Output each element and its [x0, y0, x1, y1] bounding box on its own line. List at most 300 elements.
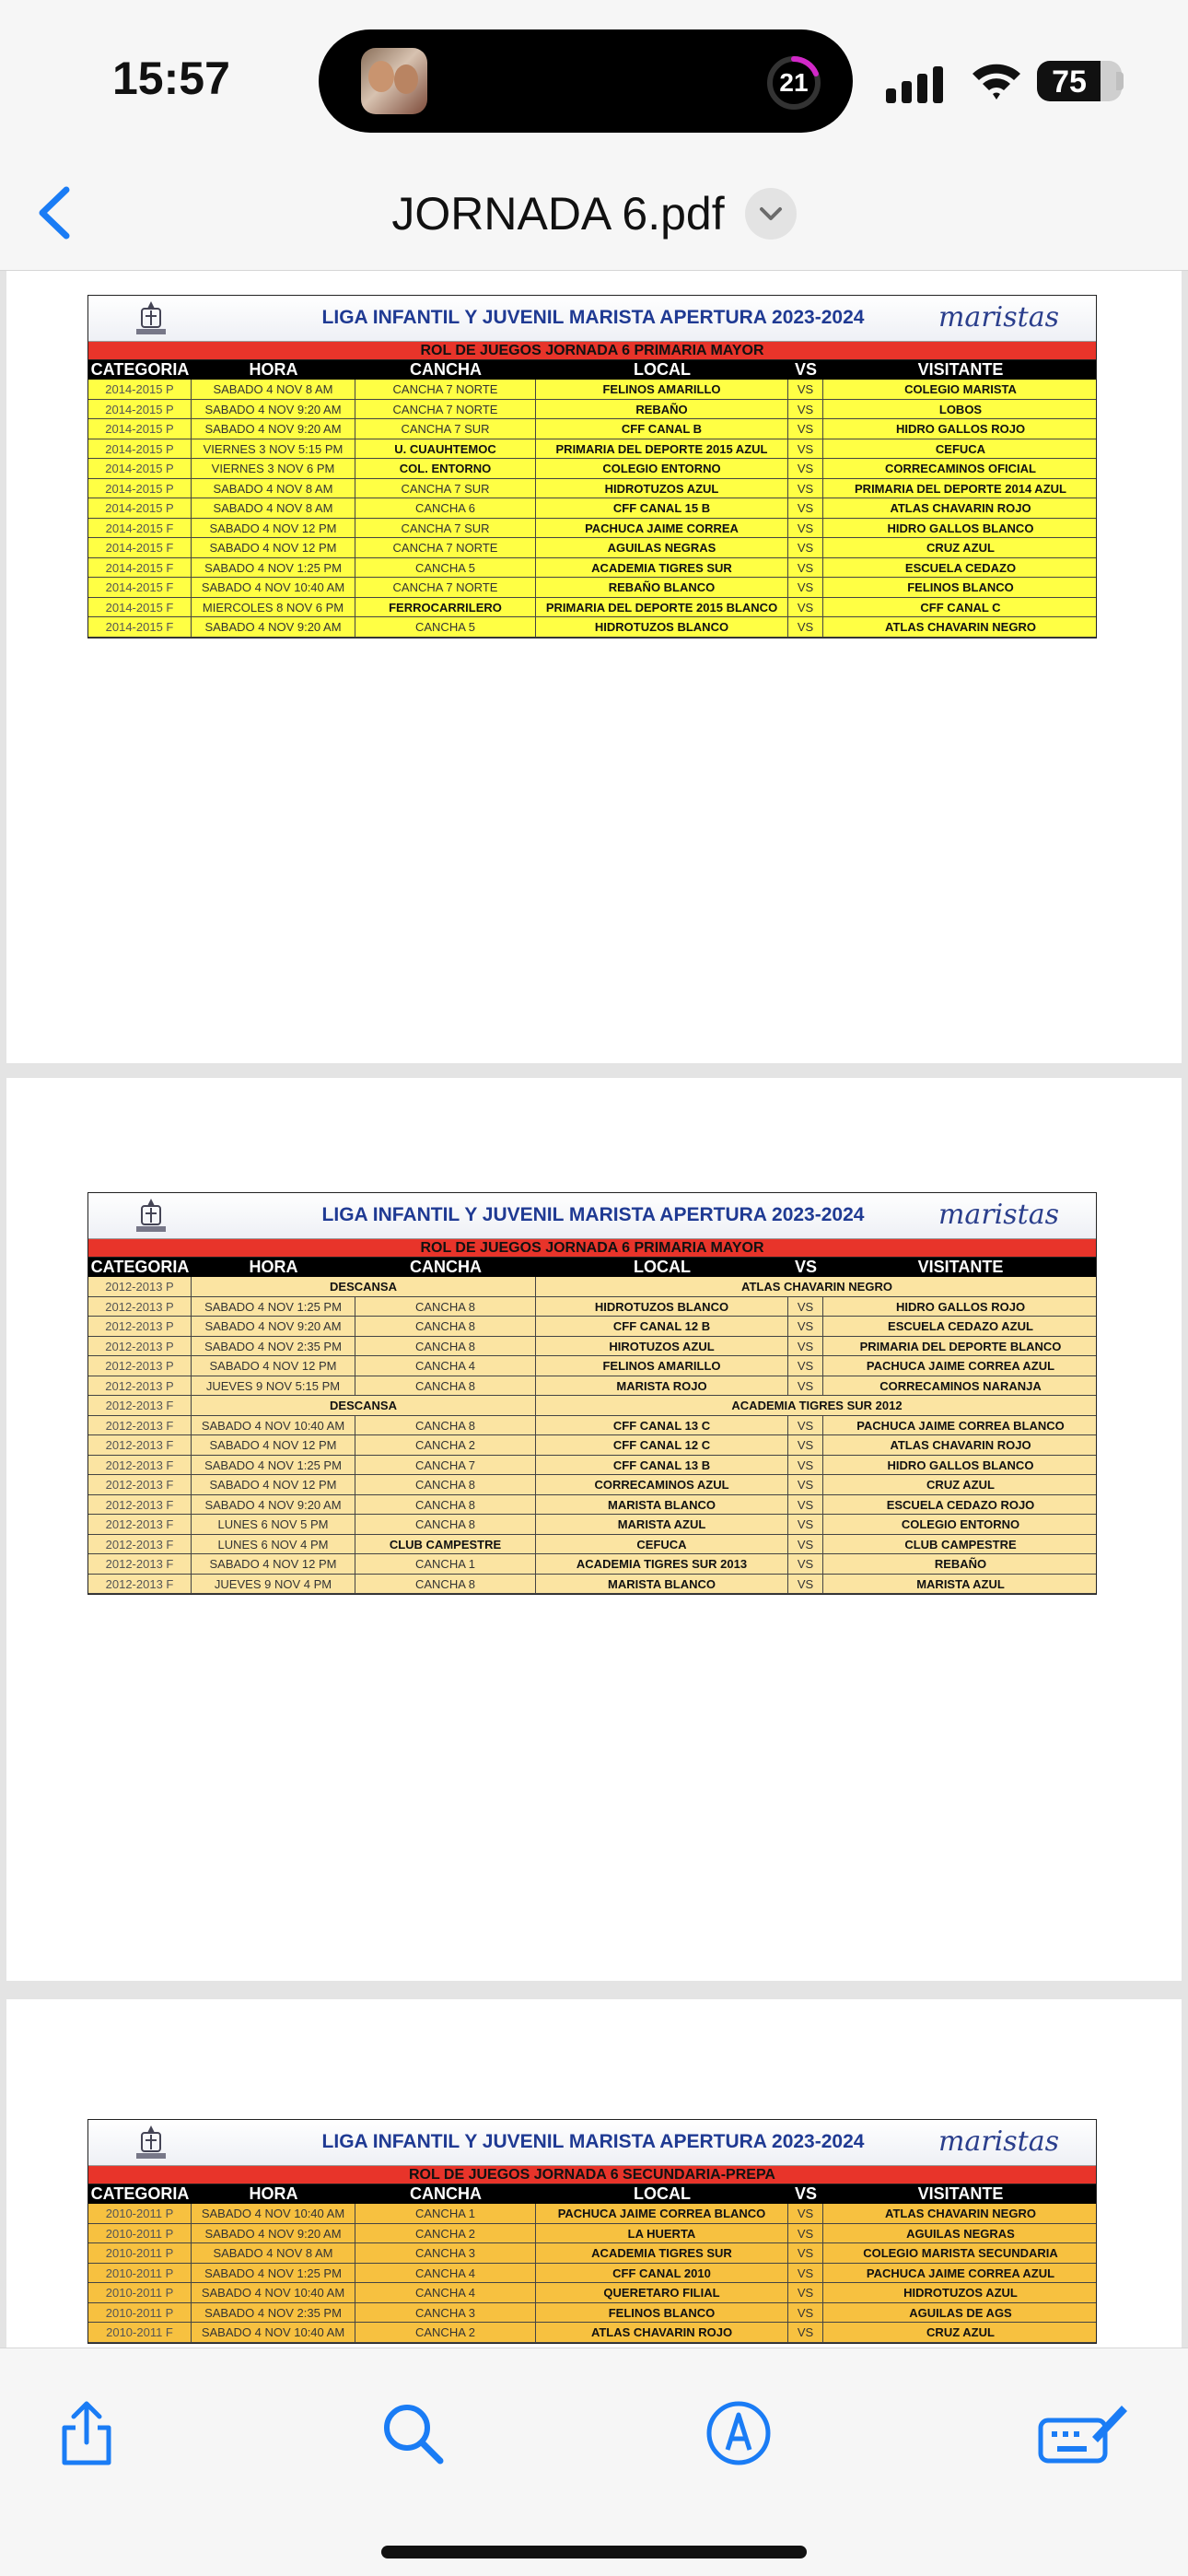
column-header: VS	[794, 2184, 817, 2203]
cell-local: HIDROTUZOS BLANCO	[536, 617, 788, 637]
cell-vs: VS	[788, 1495, 823, 1515]
cell-hora: SABADO 4 NOV 10:40 AM	[192, 2323, 355, 2342]
cell-cancha: CANCHA 7 NORTE	[355, 538, 536, 557]
cell-team: ATLAS CHAVARIN NEGRO	[741, 1280, 892, 1294]
cell-categoria: 2012-2013 P	[88, 1337, 192, 1356]
cell-visitante: PACHUCA JAIME CORREA BLANCO	[856, 1418, 1065, 1433]
cell-vs: VS	[788, 1554, 823, 1574]
column-header: CANCHA	[410, 2184, 482, 2203]
table-row	[88, 1396, 1096, 1416]
cell-cancha: FERROCARRILERO	[355, 598, 536, 617]
cell-hora: SABADO 4 NOV 9:20 AM	[192, 1317, 355, 1336]
cell-cancha: CANCHA 7	[355, 1456, 536, 1475]
cell-hora: SABADO 4 NOV 2:35 PM	[192, 1337, 355, 1356]
column-header: CATEGORIA	[90, 2184, 190, 2203]
column-header: VISITANTE	[917, 360, 1004, 379]
cell-categoria: 2010-2011 P	[88, 2224, 192, 2243]
cell-categoria: 2014-2015 F	[88, 519, 192, 538]
cell-cancha: CANCHA 1	[355, 1554, 536, 1574]
column-header: LOCAL	[634, 1258, 691, 1276]
cell-cancha: CANCHA 3	[355, 2243, 536, 2263]
table-row	[88, 479, 1096, 499]
table-row	[88, 498, 1096, 519]
cell-cancha: COL. ENTORNO	[355, 459, 536, 478]
cell-hora: SABADO 4 NOV 12 PM	[192, 519, 355, 538]
cell-vs: VS	[788, 617, 823, 637]
cell-vs: VS	[788, 498, 823, 518]
cell-local: CFF CANAL 12 B	[536, 1317, 788, 1336]
cell-cancha: CANCHA 7 SUR	[355, 519, 536, 538]
table-row	[88, 538, 1096, 558]
cell-cancha: CANCHA 7 NORTE	[355, 578, 536, 597]
cell-vs: VS	[788, 1535, 823, 1554]
cell-cancha: CANCHA 8	[355, 1475, 536, 1494]
column-header: VISITANTE	[917, 2184, 1004, 2203]
chevron-down-icon	[757, 205, 785, 223]
cell-local: MARISTA ROJO	[536, 1376, 788, 1396]
cell-hora: LUNES 6 NOV 4 PM	[192, 1535, 355, 1554]
cell-local: CORRECAMINOS AZUL	[536, 1475, 788, 1494]
column-header: HORA	[249, 360, 298, 379]
cell-local: AGUILAS NEGRAS	[536, 538, 788, 557]
sheet-title: LIGA INFANTIL Y JUVENIL MARISTA APERTURA 2023-2024	[321, 1204, 865, 1225]
cell-categoria: 2014-2015 P	[88, 498, 192, 518]
cell-categoria: 2014-2015 F	[88, 538, 192, 557]
cell-hora: SABADO 4 NOV 12 PM	[192, 1475, 355, 1494]
cell-local: LA HUERTA	[536, 2224, 788, 2243]
cell-vs: VS	[788, 2323, 823, 2342]
cell-cancha: CANCHA 8	[355, 1495, 536, 1515]
battery-percent: 75	[1052, 64, 1087, 100]
cell-categoria: 2012-2013 P	[88, 1376, 192, 1396]
cell-hora: MIERCOLES 8 NOV 6 PM	[192, 598, 355, 617]
brand-wordmark: maristas	[938, 1199, 1059, 1231]
table-row	[88, 1376, 1096, 1397]
table-header	[88, 2184, 1096, 2204]
cell-cancha: CANCHA 2	[355, 2224, 536, 2243]
table-row	[88, 1435, 1096, 1456]
cell-visitante: MARISTA AZUL	[916, 1576, 1005, 1591]
table-row	[88, 2283, 1096, 2303]
cell-cancha: CANCHA 8	[355, 1297, 536, 1317]
cell-visitante: HIDRO GALLOS ROJO	[895, 422, 1026, 436]
sheet-header	[88, 296, 1096, 342]
cell-categoria: 2010-2011 F	[88, 2323, 192, 2342]
cell-categoria: 2012-2013 P	[88, 1356, 192, 1376]
cell-visitante: ESCUELA CEDAZO ROJO	[886, 1497, 1035, 1512]
cell-cancha: CANCHA 4	[355, 2264, 536, 2283]
cell-visitante: HIDRO GALLOS BLANCO	[887, 1458, 1034, 1472]
cell-cancha: CANCHA 8	[355, 1515, 536, 1534]
table-row	[88, 1277, 1096, 1297]
navigation-bar	[0, 157, 1188, 271]
table-row	[88, 419, 1096, 439]
cell-cancha: CANCHA 7 NORTE	[355, 400, 536, 419]
cell-visitante: CFF CANAL C	[920, 600, 1001, 615]
column-header: VS	[794, 360, 817, 379]
cell-hora: SABADO 4 NOV 8 AM	[192, 498, 355, 518]
table-row	[88, 2264, 1096, 2284]
table-header	[88, 1258, 1096, 1277]
table-row	[88, 439, 1096, 460]
cell-vs: VS	[788, 1297, 823, 1317]
cell-cancha: CANCHA 5	[355, 558, 536, 578]
cell-visitante: CRUZ AZUL	[926, 541, 995, 555]
wifi-icon	[971, 61, 1022, 101]
dynamic-island[interactable]	[319, 29, 853, 133]
cell-categoria: 2012-2013 F	[88, 1435, 192, 1455]
cell-hora: SABADO 4 NOV 1:25 PM	[192, 2264, 355, 2283]
table-row	[88, 2224, 1096, 2244]
cell-local: MARISTA BLANCO	[536, 1575, 788, 1594]
cell-cancha: CANCHA 7 NORTE	[355, 380, 536, 399]
table-row	[88, 617, 1096, 638]
cell-vs: VS	[788, 1435, 823, 1455]
cell-visitante: COLEGIO ENTORNO	[901, 1517, 1020, 1531]
cell-visitante: COLEGIO MARISTA	[904, 382, 1017, 396]
cell-visitante: CORRECAMINOS OFICIAL	[885, 462, 1036, 475]
cell-visitante: PRIMARIA DEL DEPORTE 2014 AZUL	[855, 481, 1066, 496]
table-row	[88, 578, 1096, 598]
cell-categoria: 2012-2013 F	[88, 1535, 192, 1554]
cell-visitante: REBAÑO	[934, 1557, 987, 1571]
cell-vs: VS	[788, 2243, 823, 2263]
cell-cancha: CANCHA 8	[355, 1416, 536, 1435]
sheet-title: LIGA INFANTIL Y JUVENIL MARISTA APERTURA 2023-2024	[321, 307, 865, 328]
cell-vs: VS	[788, 1317, 823, 1336]
cell-local: ACADEMIA TIGRES SUR	[536, 2243, 788, 2263]
cell-local: CEFUCA	[536, 1535, 788, 1554]
brand-wordmark: maristas	[938, 2125, 1059, 2158]
cell-visitante: ESCUELA CEDAZO	[904, 560, 1017, 575]
table-row	[88, 1356, 1096, 1376]
cell-vs: VS	[788, 459, 823, 478]
cell-vs: VS	[788, 1416, 823, 1435]
cell-hora: SABADO 4 NOV 12 PM	[192, 1435, 355, 1455]
table-row	[88, 2323, 1096, 2343]
contact-avatar	[361, 48, 427, 114]
cell-local: FELINOS BLANCO	[536, 2303, 788, 2323]
cell-vs: VS	[788, 578, 823, 597]
cell-categoria: 2012-2013 F	[88, 1475, 192, 1494]
cell-visitante: CEFUCA	[935, 441, 986, 456]
cell-local: ACADEMIA TIGRES SUR	[536, 558, 788, 578]
column-header: VISITANTE	[917, 1258, 1004, 1276]
cell-vs: VS	[788, 1456, 823, 1475]
cell-hora: SABADO 4 NOV 9:20 AM	[192, 617, 355, 637]
cell-local: ATLAS CHAVARIN ROJO	[536, 2323, 788, 2342]
table-header	[88, 360, 1096, 380]
cell-vs: VS	[788, 538, 823, 557]
table-row	[88, 519, 1096, 539]
cell-cancha: CANCHA 6	[355, 498, 536, 518]
battery-icon	[1037, 61, 1122, 101]
cell-local: CFF CANAL 13 B	[536, 1456, 788, 1475]
cell-categoria: 2012-2013 P	[88, 1317, 192, 1336]
cell-visitante: PRIMARIA DEL DEPORTE BLANCO	[859, 1339, 1062, 1353]
cell-cancha: CANCHA 3	[355, 2303, 536, 2323]
cell-categoria: 2012-2013 P	[88, 1277, 192, 1296]
sheet-subtitle: ROL DE JUEGOS JORNADA 6 PRIMARIA MAYOR	[88, 342, 1096, 360]
cell-visitante: CRUZ AZUL	[926, 2325, 995, 2339]
cell-categoria: 2012-2013 F	[88, 1396, 192, 1415]
share-icon[interactable]	[50, 2396, 123, 2470]
cell-visitante: CLUB CAMPESTRE	[904, 1537, 1017, 1551]
battery-tip	[1116, 72, 1124, 90]
table-row	[88, 1575, 1096, 1595]
cell-visitante: COLEGIO MARISTA SECUNDARIA	[863, 2246, 1058, 2260]
cell-cancha: CLUB CAMPESTRE	[355, 1535, 536, 1554]
cell-hora: SABADO 4 NOV 8 AM	[192, 2243, 355, 2263]
column-header: LOCAL	[634, 360, 691, 379]
title-area[interactable]	[0, 157, 1188, 271]
cell-categoria: 2010-2011 P	[88, 2204, 192, 2223]
table-row	[88, 1535, 1096, 1555]
cell-hora: SABADO 4 NOV 12 PM	[192, 1356, 355, 1376]
cell-hora: SABADO 4 NOV 12 PM	[192, 538, 355, 557]
cell-local: CFF CANAL 15 B	[536, 498, 788, 518]
cell-visitante: CRUZ AZUL	[926, 1478, 995, 1492]
cell-vs: VS	[788, 479, 823, 498]
pdf-page	[6, 1078, 1182, 1981]
pdf-page	[6, 1999, 1182, 2348]
cell-local: ACADEMIA TIGRES SUR 2013	[536, 1554, 788, 1574]
cell-categoria: 2014-2015 P	[88, 459, 192, 478]
brand-wordmark: maristas	[938, 301, 1059, 334]
column-header: VS	[794, 1258, 817, 1276]
cell-visitante: CORRECAMINOS NARANJA	[879, 1378, 1042, 1393]
cell-visitante: AGUILAS NEGRAS	[906, 2226, 1015, 2241]
cell-categoria: 2010-2011 P	[88, 2243, 192, 2263]
cell-visitante: ATLAS CHAVARIN ROJO	[890, 1438, 1031, 1452]
cell-vs: VS	[788, 439, 823, 459]
cell-visitante: PACHUCA JAIME CORREA AZUL	[866, 2266, 1055, 2280]
table-row	[88, 1297, 1096, 1317]
table-row	[88, 1337, 1096, 1357]
cell-local: HIDROTUZOS BLANCO	[536, 1297, 788, 1317]
cell-local: FELINOS AMARILLO	[536, 1356, 788, 1376]
cell-visitante: PACHUCA JAIME CORREA AZUL	[866, 1359, 1055, 1373]
cell-categoria: 2014-2015 F	[88, 598, 192, 617]
annotate-keyboard-icon[interactable]	[1037, 2396, 1129, 2470]
cell-vs: VS	[788, 419, 823, 439]
cell-local: QUERETARO FILIAL	[536, 2283, 788, 2302]
pdf-viewer[interactable]	[0, 271, 1188, 2348]
cell-cancha: CANCHA 4	[355, 1356, 536, 1376]
cell-vs: VS	[788, 2224, 823, 2243]
cell-vs: VS	[788, 2264, 823, 2283]
table-row	[88, 1317, 1096, 1337]
cell-hora: SABADO 4 NOV 8 AM	[192, 380, 355, 399]
cell-local: PACHUCA JAIME CORREA	[536, 519, 788, 538]
cell-visitante: ESCUELA CEDAZO AZUL	[888, 1319, 1033, 1333]
markup-pen-icon[interactable]	[702, 2396, 775, 2470]
cell-categoria: 2010-2011 P	[88, 2303, 192, 2323]
cell-hora: SABADO 4 NOV 1:25 PM	[192, 558, 355, 578]
cell-categoria: 2012-2013 F	[88, 1495, 192, 1515]
cell-hora: SABADO 4 NOV 10:40 AM	[192, 2204, 355, 2223]
cell-hora: SABADO 4 NOV 9:20 AM	[192, 1495, 355, 1515]
cell-local: PRIMARIA DEL DEPORTE 2015 BLANCO	[536, 598, 788, 617]
cell-categoria: 2010-2011 P	[88, 2264, 192, 2283]
table-row	[88, 1456, 1096, 1476]
status-bar	[0, 0, 1188, 157]
cell-local: CFF CANAL 12 C	[536, 1435, 788, 1455]
cell-vs: VS	[788, 2303, 823, 2323]
cell-hora: JUEVES 9 NOV 4 PM	[192, 1575, 355, 1594]
cell-categoria: 2012-2013 F	[88, 1515, 192, 1534]
schedule-sheet	[87, 1192, 1097, 1595]
cell-vs: VS	[788, 1376, 823, 1396]
column-header: CANCHA	[410, 360, 482, 379]
cell-local: FELINOS AMARILLO	[536, 380, 788, 399]
table-row	[88, 2303, 1096, 2324]
cell-categoria: 2014-2015 F	[88, 558, 192, 578]
table-row	[88, 2243, 1096, 2264]
cell-cancha: CANCHA 7 SUR	[355, 419, 536, 439]
cell-cancha: CANCHA 7 SUR	[355, 479, 536, 498]
sheet-title: LIGA INFANTIL Y JUVENIL MARISTA APERTURA 2023-2024	[321, 2131, 865, 2152]
column-header: CATEGORIA	[90, 360, 190, 379]
table-row	[88, 1495, 1096, 1516]
column-header: HORA	[249, 2184, 298, 2203]
cell-local: MARISTA AZUL	[536, 1515, 788, 1534]
cell-hora: VIERNES 3 NOV 5:15 PM	[192, 439, 355, 459]
cell-vs: VS	[788, 558, 823, 578]
cell-vs: VS	[788, 519, 823, 538]
cell-cancha: CANCHA 2	[355, 1435, 536, 1455]
cell-visitante: AGUILAS DE AGS	[909, 2305, 1012, 2320]
cell-cancha: CANCHA 8	[355, 1575, 536, 1594]
bottom-toolbar	[0, 2348, 1188, 2576]
cell-cancha: CANCHA 8	[355, 1337, 536, 1356]
table-row	[88, 459, 1096, 479]
sheet-subtitle: ROL DE JUEGOS JORNADA 6 SECUNDARIA-PREPA	[88, 2166, 1096, 2184]
cell-categoria: 2010-2011 P	[88, 2283, 192, 2302]
column-header: HORA	[249, 1258, 298, 1276]
document-title[interactable]: JORNADA 6.pdf	[391, 188, 725, 240]
cell-hora: LUNES 6 NOV 5 PM	[192, 1515, 355, 1534]
cell-local: REBAÑO	[536, 400, 788, 419]
cell-vs: VS	[788, 1475, 823, 1494]
cell-visitante: LOBOS	[938, 402, 983, 416]
cell-categoria: 2014-2015 P	[88, 419, 192, 439]
cell-categoria: 2012-2013 F	[88, 1554, 192, 1574]
table-row	[88, 1515, 1096, 1535]
schedule-sheet	[87, 295, 1097, 638]
cell-categoria: 2014-2015 P	[88, 380, 192, 399]
cell-local: PRIMARIA DEL DEPORTE 2015 AZUL	[536, 439, 788, 459]
column-header: LOCAL	[634, 2184, 691, 2203]
home-indicator[interactable]	[381, 2546, 807, 2558]
cell-vs: VS	[788, 1515, 823, 1534]
cell-local: MARISTA BLANCO	[536, 1495, 788, 1515]
cell-vs: VS	[788, 2283, 823, 2302]
sheet-header	[88, 1193, 1096, 1239]
cell-visitante: ATLAS CHAVARIN NEGRO	[885, 620, 1036, 634]
cell-local: HIDROTUZOS AZUL	[536, 479, 788, 498]
cell-categoria: 2012-2013 F	[88, 1416, 192, 1435]
cell-descansa: DESCANSA	[192, 1396, 536, 1415]
sheet-header	[88, 2120, 1096, 2166]
cell-visitante: ATLAS CHAVARIN ROJO	[890, 501, 1031, 515]
pdf-page	[6, 271, 1182, 1063]
search-icon[interactable]	[376, 2396, 449, 2470]
status-time: 15:57	[112, 53, 230, 104]
cell-cancha: U. CUAUHTEMOC	[355, 439, 536, 459]
cell-vs: VS	[788, 1356, 823, 1376]
cell-hora: SABADO 4 NOV 10:40 AM	[192, 2283, 355, 2302]
cell-categoria: 2014-2015 P	[88, 479, 192, 498]
table-row	[88, 1475, 1096, 1495]
cell-local: CFF CANAL 13 C	[536, 1416, 788, 1435]
cell-cancha: CANCHA 1	[355, 2204, 536, 2223]
title-menu-button[interactable]	[745, 188, 797, 240]
cell-visitante: HIDRO GALLOS BLANCO	[887, 521, 1034, 535]
cell-hora: JUEVES 9 NOV 5:15 PM	[192, 1376, 355, 1396]
cell-local: REBAÑO BLANCO	[536, 578, 788, 597]
timer-value: 21	[779, 68, 809, 97]
cell-categoria: 2014-2015 F	[88, 578, 192, 597]
cell-vs: VS	[788, 598, 823, 617]
cell-hora: SABADO 4 NOV 12 PM	[192, 1554, 355, 1574]
cell-categoria: 2014-2015 P	[88, 439, 192, 459]
table-row	[88, 1554, 1096, 1575]
cell-hora: SABADO 4 NOV 10:40 AM	[192, 1416, 355, 1435]
cell-cancha: CANCHA 4	[355, 2283, 536, 2302]
column-header: CANCHA	[410, 1258, 482, 1276]
cell-categoria: 2014-2015 P	[88, 400, 192, 419]
cell-hora: SABADO 4 NOV 2:35 PM	[192, 2303, 355, 2323]
column-header: CATEGORIA	[90, 1258, 190, 1276]
table-row	[88, 558, 1096, 579]
cell-hora: SABADO 4 NOV 9:20 AM	[192, 419, 355, 439]
cell-categoria: 2012-2013 F	[88, 1575, 192, 1594]
cell-visitante: ATLAS CHAVARIN NEGRO	[885, 2207, 1036, 2220]
cell-categoria: 2012-2013 F	[88, 1456, 192, 1475]
cell-hora: SABADO 4 NOV 10:40 AM	[192, 578, 355, 597]
sheet-subtitle: ROL DE JUEGOS JORNADA 6 PRIMARIA MAYOR	[88, 1239, 1096, 1258]
cell-local: PACHUCA JAIME CORREA BLANCO	[536, 2204, 788, 2223]
cell-visitante: FELINOS BLANCO	[907, 580, 1014, 594]
cell-categoria: 2012-2013 P	[88, 1297, 192, 1317]
cell-vs: VS	[788, 2204, 823, 2223]
cell-descansa: DESCANSA	[192, 1277, 536, 1296]
cell-cancha: CANCHA 8	[355, 1376, 536, 1396]
table-row	[88, 1416, 1096, 1436]
cell-vs: VS	[788, 1337, 823, 1356]
cell-local: CFF CANAL B	[536, 419, 788, 439]
cell-local: COLEGIO ENTORNO	[536, 459, 788, 478]
cell-local: HIROTUZOS AZUL	[536, 1337, 788, 1356]
table-row	[88, 400, 1096, 420]
cell-visitante: HIDRO GALLOS ROJO	[895, 1299, 1026, 1314]
cell-cancha: CANCHA 5	[355, 617, 536, 637]
cell-hora: SABADO 4 NOV 1:25 PM	[192, 1456, 355, 1475]
table-row	[88, 2204, 1096, 2224]
cell-vs: VS	[788, 400, 823, 419]
cellular-signal-icon	[886, 66, 943, 103]
table-row	[88, 380, 1096, 400]
cell-hora: SABADO 4 NOV 9:20 AM	[192, 400, 355, 419]
cell-hora: VIERNES 3 NOV 6 PM	[192, 459, 355, 478]
cell-team: ACADEMIA TIGRES SUR 2012	[731, 1399, 903, 1412]
cell-visitante: HIDROTUZOS AZUL	[903, 2286, 1018, 2300]
table-row	[88, 598, 1096, 618]
cell-vs: VS	[788, 380, 823, 399]
cell-hora: SABADO 4 NOV 8 AM	[192, 479, 355, 498]
cell-hora: SABADO 4 NOV 9:20 AM	[192, 2224, 355, 2243]
